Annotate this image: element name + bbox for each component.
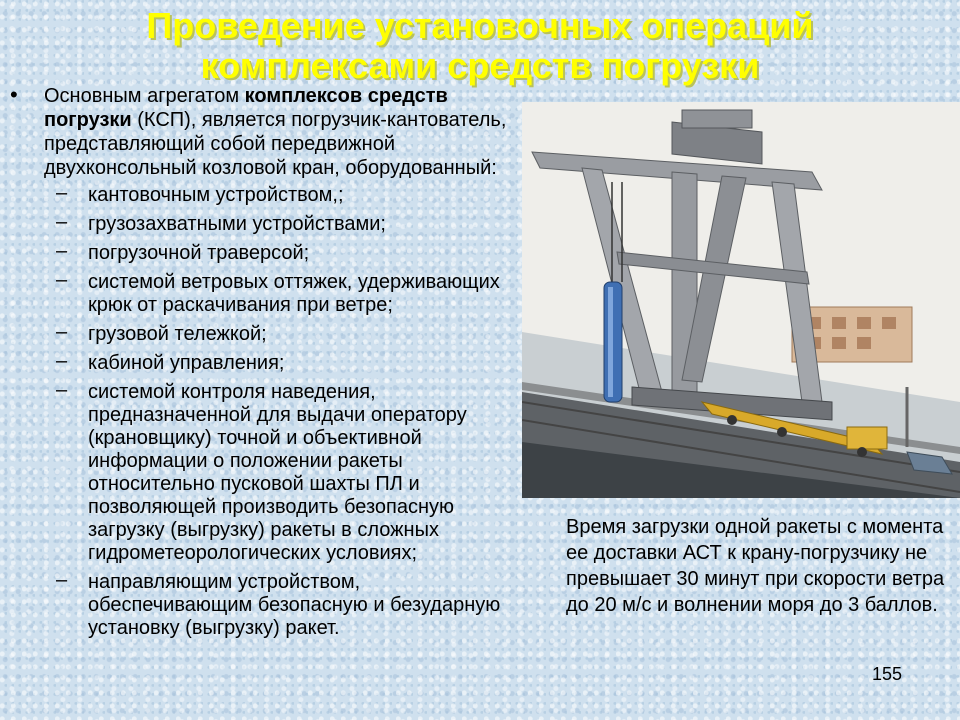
title-line-1: Проведение установочных операций <box>146 5 814 46</box>
caption-text: Время загрузки одной ракеты с момента ее доставки АСТ к крану-погрузчику не превышает 30 минут при скорости ветра до 20 м/с и волнении моря до 3 баллов. <box>566 516 945 616</box>
list-item-text: системой ветровых оттяжек, удерживающих крюк от раскачивания при ветре; <box>88 271 500 316</box>
intro-text-2: (КСП), является погрузчик-кантователь, представляющий собой передвижной двухконсольный козловой кран, оборудованный: <box>44 109 507 179</box>
list-item-text: грузозахватными устройствами; <box>88 213 386 235</box>
page-number: 155 <box>872 664 903 684</box>
main-bullet <box>44 84 514 646</box>
list-item-text: направляющим устройством, обеспечивающим безопасную и безударную установку (выгрузку) ракет. <box>88 571 501 639</box>
list-item-text: системой контроля наведения, предназначенной для выдачи оператору (крановщику) точной и объективной информации о положении ракеты относительно пусковой шахты ПЛ и позволяющей производить безопасную загрузку (выгрузку) ракеты в сложных гидрометеорологических условиях; <box>88 381 467 564</box>
list-item <box>44 323 514 346</box>
dash-icon: – <box>56 379 68 401</box>
intro-text-1: Основным агрегатом <box>44 85 245 107</box>
slide-title <box>0 6 960 86</box>
intro-bold: комплексов средств погрузки <box>44 85 448 131</box>
list-item <box>44 352 514 375</box>
bullet-icon: • <box>10 82 18 107</box>
missile <box>604 282 622 402</box>
crane-illustration <box>522 102 960 498</box>
list-item-text: кантовочным устройством,; <box>88 184 344 206</box>
dash-icon: – <box>56 269 68 291</box>
dash-icon: – <box>56 321 68 343</box>
title-line-2: комплексами средств погрузки <box>200 45 760 86</box>
dash-icon: – <box>56 182 68 204</box>
list-item <box>44 271 514 317</box>
list-item-text: грузовой тележкой; <box>88 323 267 345</box>
list-item <box>44 242 514 265</box>
list-item-text: погрузочной траверсой; <box>88 242 310 264</box>
dash-icon: – <box>56 211 68 233</box>
dash-icon: – <box>56 240 68 262</box>
list-item-text: кабиной управления; <box>88 352 285 374</box>
crane-drawing <box>522 102 960 498</box>
list-item <box>44 213 514 236</box>
list-item <box>44 184 514 207</box>
list-item <box>44 571 514 640</box>
dash-icon: – <box>56 569 68 591</box>
dash-icon: – <box>56 350 68 372</box>
equipment-list <box>44 184 514 640</box>
list-item <box>44 381 514 565</box>
